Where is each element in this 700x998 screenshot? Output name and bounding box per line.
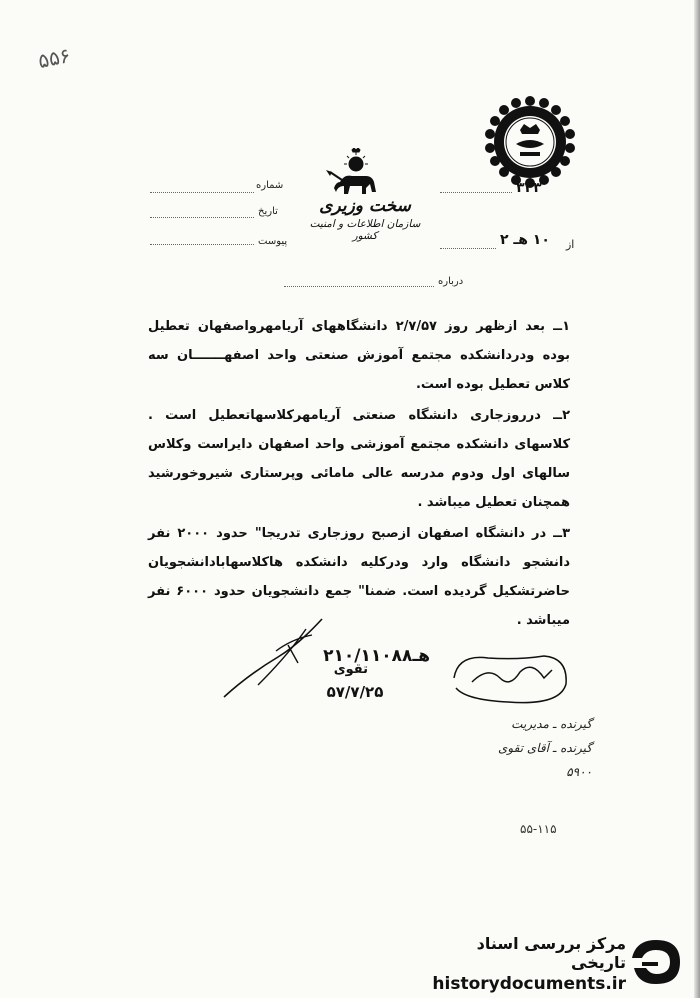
reference-number: ۲هـ۱۰/۱۱۰۸۸	[323, 646, 430, 666]
ref-number-line	[440, 192, 512, 193]
subject-label: درباره	[438, 276, 464, 287]
recipients-list	[472, 712, 592, 784]
handwritten-archive-number: ۵۵۶	[35, 42, 73, 74]
official-seal-icon	[480, 92, 580, 192]
subject-field-line	[284, 286, 434, 287]
watermark-text	[420, 934, 626, 994]
from-label: از	[566, 238, 575, 251]
organization-name	[300, 196, 430, 242]
archive-logo-icon	[628, 936, 684, 988]
watermark-title: مرکز بررسی اسناد تاریخی	[476, 934, 626, 972]
body-paragraph-2: ۲ــ درروزجاری دانشگاه صنعتی آریامهرکلاسهاتعطیل است . کلاسهای دانشکده مجتمع آموزشی واحد اصفهان دایراست وکلاس سالهای اول ودوم مدرسه عالی مامائی وپرستاری شیروخورشید همچنان تعطیل میباشد .	[148, 408, 570, 510]
recipient-line-3: ۵۹۰۰	[566, 765, 592, 779]
reference-block	[280, 646, 430, 701]
reference-name: تقوی	[333, 662, 368, 677]
from-field-line	[440, 248, 496, 249]
watermark-url: historydocuments.ir	[432, 974, 626, 994]
body-paragraph-3: ۳ــ در دانشگاه اصفهان ازصبح روزجاری تدریجا" حدود ۲۰۰۰ نفر دانشجو دانشگاه وارد ودرکلیه دانشکده هاکلاسهابادانشجویان حاضرتشکیل گردیده است. ضمنا" جمع دانشجویان حدود ۶۰۰۰ نفر میباشد .	[148, 526, 571, 628]
lion-and-sun-emblem-icon	[322, 148, 382, 200]
attachment-field-line	[150, 244, 254, 245]
body-paragraph-1: ۱ــ بعد ازظهر روز ۲/۷/۵۷ دانشگاههای آریامهرواصفهان تعطیل بوده ودردانشکده مجتمع آموزش صنعتی واحد اصفهـــــــان سه کلاس تعطیل بوده است.	[148, 319, 570, 392]
recipient-line-1: گیرنده ـ مدیریت	[511, 717, 592, 731]
reference-date: ۵۷/۷/۲۵	[326, 683, 384, 701]
letter-body	[148, 312, 570, 637]
org-name-title: سخت وزیری	[319, 196, 411, 216]
date-label: تاریخ	[258, 206, 278, 217]
from-value: ۱۰ هـ ۲	[500, 232, 550, 248]
signature-scribble-right	[448, 648, 576, 708]
number-field-line	[150, 192, 254, 193]
recipient-line-2: گیرنده ـ آقای تقوی	[498, 741, 592, 755]
org-name-subtitle: سازمان اطلاعات و امنیت کشور	[309, 218, 421, 242]
page-code: ۵۵-۱۱۵	[520, 822, 557, 836]
attachment-label: پیوست	[258, 236, 288, 247]
number-label: شماره	[256, 180, 284, 191]
ref-number: ۳۲۳	[516, 180, 542, 196]
page-edge-shadow	[694, 0, 700, 998]
date-field-line	[150, 217, 254, 218]
